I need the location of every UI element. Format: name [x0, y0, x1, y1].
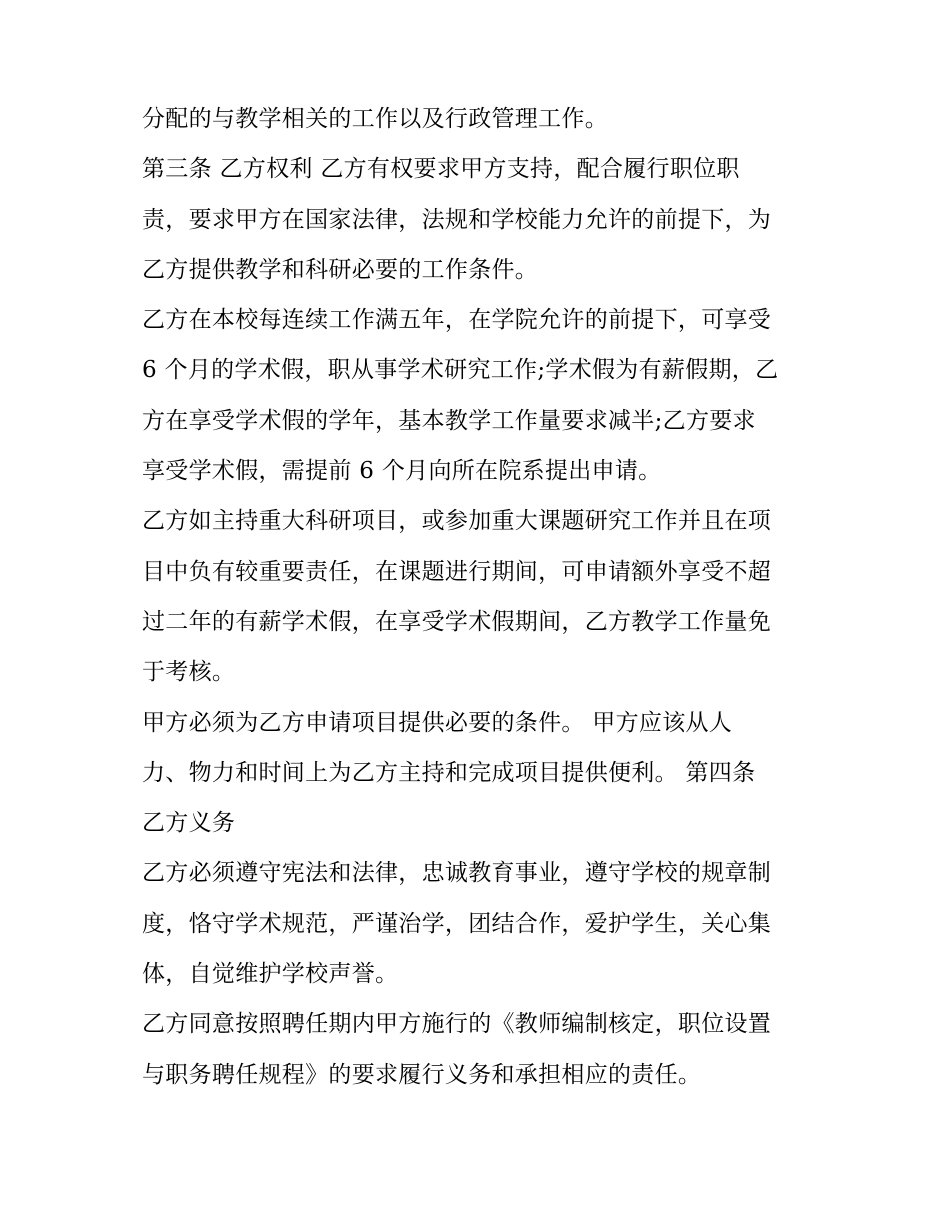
text-line: 与职务聘任规程》的要求履行义务和承担相应的责任。: [142, 1061, 702, 1088]
text-line: 乙方在本校每连续工作满五年，在学院允许的前提下，可享受: [142, 307, 772, 334]
text-line: 度，恪守学术规范，严谨治学，团结合作，爱护学生，关心集: [142, 910, 772, 937]
text-line: 责，要求甲方在国家法律，法规和学校能力允许的前提下，为: [142, 206, 772, 233]
text-line: 分配的与教学相关的工作以及行政管理工作。: [142, 106, 608, 132]
document-body: [142, 108, 822, 1114]
text-line: 享受学术假，需提前 6 个月向所在院系提出申请。: [142, 458, 662, 485]
text-line: 甲方必须为乙方申请项目提供必要的条件。 甲方应该从人: [142, 709, 733, 736]
text-line: 体，自觉维护学校声誉。: [142, 961, 399, 988]
text-line: 第三条 乙方权利 乙方有权要求甲方支持，配合履行职位职: [142, 156, 740, 183]
text-line: 乙方必须遵守宪法和法律，忠诚教育事业，遵守学校的规章制: [142, 860, 772, 887]
text-line: 乙方提供教学和科研必要的工作条件。: [142, 256, 539, 283]
text-line: 乙方如主持重大科研项目，或参加重大课题研究工作并且在项: [142, 508, 772, 535]
text-line: 力、物力和时间上为乙方主持和完成项目提供便利。 第四条: [142, 759, 756, 786]
text-line: 于考核。: [142, 659, 236, 686]
text-line: 6 个月的学术假，职从事学术研究工作;学术假为有薪假期，乙: [142, 357, 779, 384]
text-line: 目中负有较重要责任，在课题进行期间，可申请额外享受不超: [142, 558, 772, 585]
text-line: 乙方义务: [142, 810, 236, 837]
text-line: 过二年的有薪学术假，在享受学术假期间，乙方教学工作量免: [142, 608, 772, 635]
text-line: 乙方同意按照聘任期内甲方施行的《教师编制核定，职位设置: [142, 1011, 772, 1038]
text-line: 方在享受学术假的学年，基本教学工作量要求减半;乙方要求: [142, 407, 756, 434]
